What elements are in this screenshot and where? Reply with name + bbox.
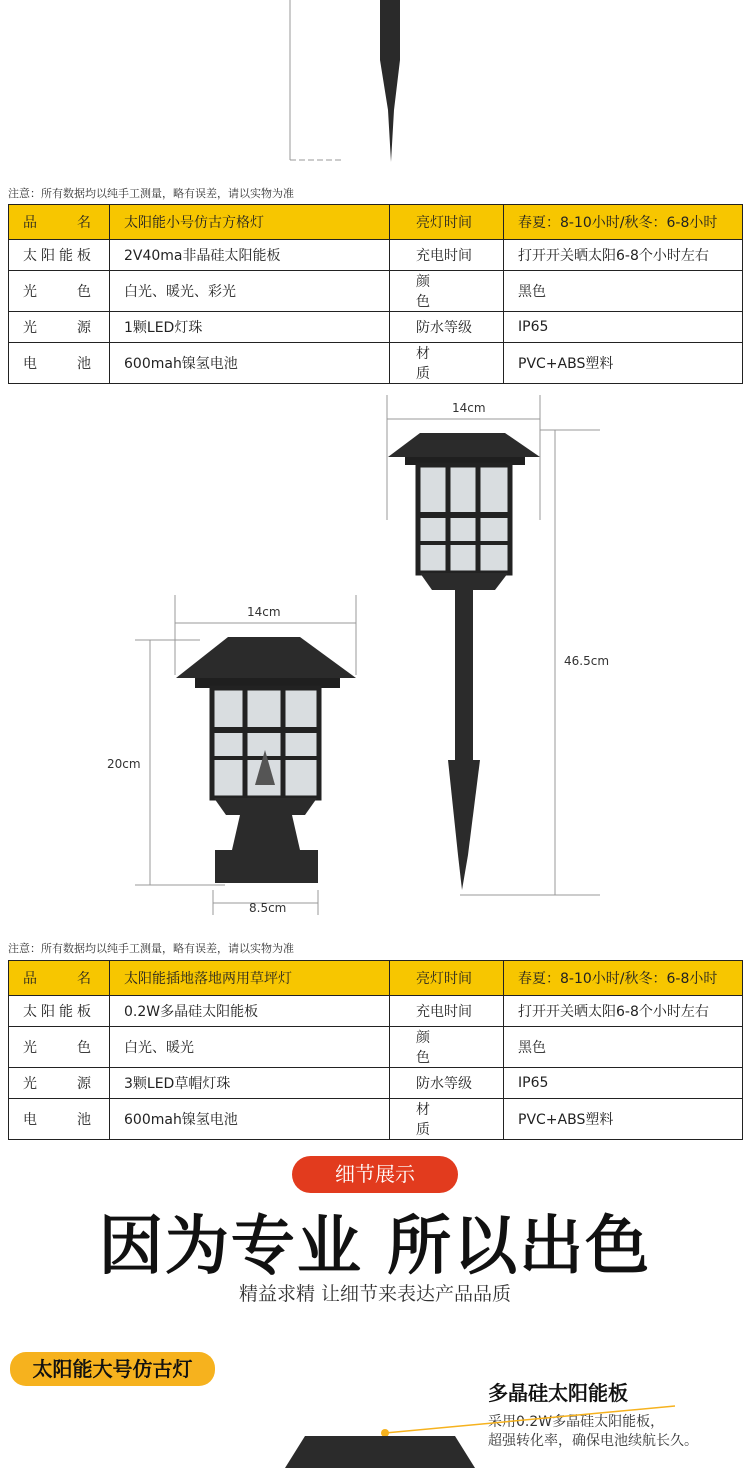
table-cell-v1: 白光、暖光 <box>110 1027 390 1068</box>
table-cell-v1: 太阳能小号仿古方格灯 <box>110 205 390 240</box>
table-cell-k1: 光 源 <box>9 1068 110 1099</box>
product-tag: 太阳能大号仿古灯 <box>10 1352 215 1386</box>
feature-title: 多晶硅太阳能板 <box>488 1381 628 1405</box>
feature-desc-line2: 超强转化率，确保电池续航长久。 <box>488 1433 698 1449</box>
table-row <box>9 1027 743 1068</box>
table-cell-v2: 黑色 <box>504 1027 743 1068</box>
dim-stake-height: 46.5cm <box>564 654 610 668</box>
table-cell-k2: 颜 色 <box>390 1027 504 1068</box>
table-cell-v1: 600mah镍氢电池 <box>110 343 390 384</box>
table-cell-v2: PVC+ABS塑料 <box>504 343 743 384</box>
table-cell-v1: 太阳能插地落地两用草坪灯 <box>110 961 390 996</box>
table-cell-k1: 品 名 <box>9 961 110 996</box>
table-cell-v2: 春夏：8-10小时/秋冬：6-8小时 <box>504 961 743 996</box>
large-lamp-preview <box>260 1400 680 1468</box>
table-cell-k1: 光 色 <box>9 271 110 312</box>
table-cell-v2: 春夏：8-10小时/秋冬：6-8小时 <box>504 205 743 240</box>
table-cell-k2: 充电时间 <box>390 240 504 271</box>
table-row <box>9 961 743 996</box>
dim-post-height: 20cm <box>107 757 141 771</box>
spec-table-2 <box>8 960 743 1140</box>
table-cell-k2: 防水等级 <box>390 312 504 343</box>
table-cell-k1: 电 池 <box>9 1099 110 1140</box>
table-row <box>9 205 743 240</box>
dim-post-width: 14cm <box>247 605 281 619</box>
table-row <box>9 996 743 1027</box>
table-cell-v2: PVC+ABS塑料 <box>504 1099 743 1140</box>
table-row <box>9 312 743 343</box>
product-dimension-image <box>0 385 750 920</box>
table-row <box>9 240 743 271</box>
table-cell-k2: 充电时间 <box>390 996 504 1027</box>
table-cell-v2: 黑色 <box>504 271 743 312</box>
table-cell-v1: 3颗LED草帽灯珠 <box>110 1068 390 1099</box>
top-stake-image <box>280 0 400 170</box>
table-cell-k2: 材 质 <box>390 1099 504 1140</box>
table-row <box>9 271 743 312</box>
table-cell-k1: 太阳能板 <box>9 996 110 1027</box>
table-cell-v2: 打开开关晒太阳6-8个小时左右 <box>504 240 743 271</box>
table-cell-v1: 1颗LED灯珠 <box>110 312 390 343</box>
dim-post-base: 8.5cm <box>249 901 287 915</box>
table-row <box>9 343 743 384</box>
table-cell-k2: 亮灯时间 <box>390 961 504 996</box>
table-cell-k2: 亮灯时间 <box>390 205 504 240</box>
headline: 因为专业 所以出色 <box>98 1210 652 1284</box>
table-row <box>9 1099 743 1140</box>
feature-desc-line1: 采用0.2W多晶硅太阳能板， <box>488 1414 665 1430</box>
table-cell-k2: 颜 色 <box>390 271 504 312</box>
note-text-1: 注意：所有数据均以纯手工测量，略有误差，请以实物为准 <box>8 187 294 200</box>
spec-table-1 <box>8 204 743 384</box>
note-text-2: 注意：所有数据均以纯手工测量，略有误差，请以实物为准 <box>8 942 294 955</box>
table-cell-k2: 材 质 <box>390 343 504 384</box>
table-cell-v1: 2V40ma非晶硅太阳能板 <box>110 240 390 271</box>
table-cell-k1: 光 源 <box>9 312 110 343</box>
table-cell-v2: 打开开关晒太阳6-8个小时左右 <box>504 996 743 1027</box>
table-cell-k1: 太阳能板 <box>9 240 110 271</box>
table-cell-v1: 0.2W多晶硅太阳能板 <box>110 996 390 1027</box>
table-cell-k2: 防水等级 <box>390 1068 504 1099</box>
table-cell-v1: 600mah镍氢电池 <box>110 1099 390 1140</box>
table-cell-v2: IP65 <box>504 1068 743 1099</box>
table-cell-k1: 品 名 <box>9 205 110 240</box>
table-cell-k1: 电 池 <box>9 343 110 384</box>
table-cell-k1: 光 色 <box>9 1027 110 1068</box>
table-cell-v1: 白光、暖光、彩光 <box>110 271 390 312</box>
detail-badge: 细节展示 <box>292 1156 458 1193</box>
subline: 精益求精 让细节来表达产品品质 <box>238 1283 512 1305</box>
table-cell-v2: IP65 <box>504 312 743 343</box>
dim-stake-width: 14cm <box>452 401 486 415</box>
table-row <box>9 1068 743 1099</box>
